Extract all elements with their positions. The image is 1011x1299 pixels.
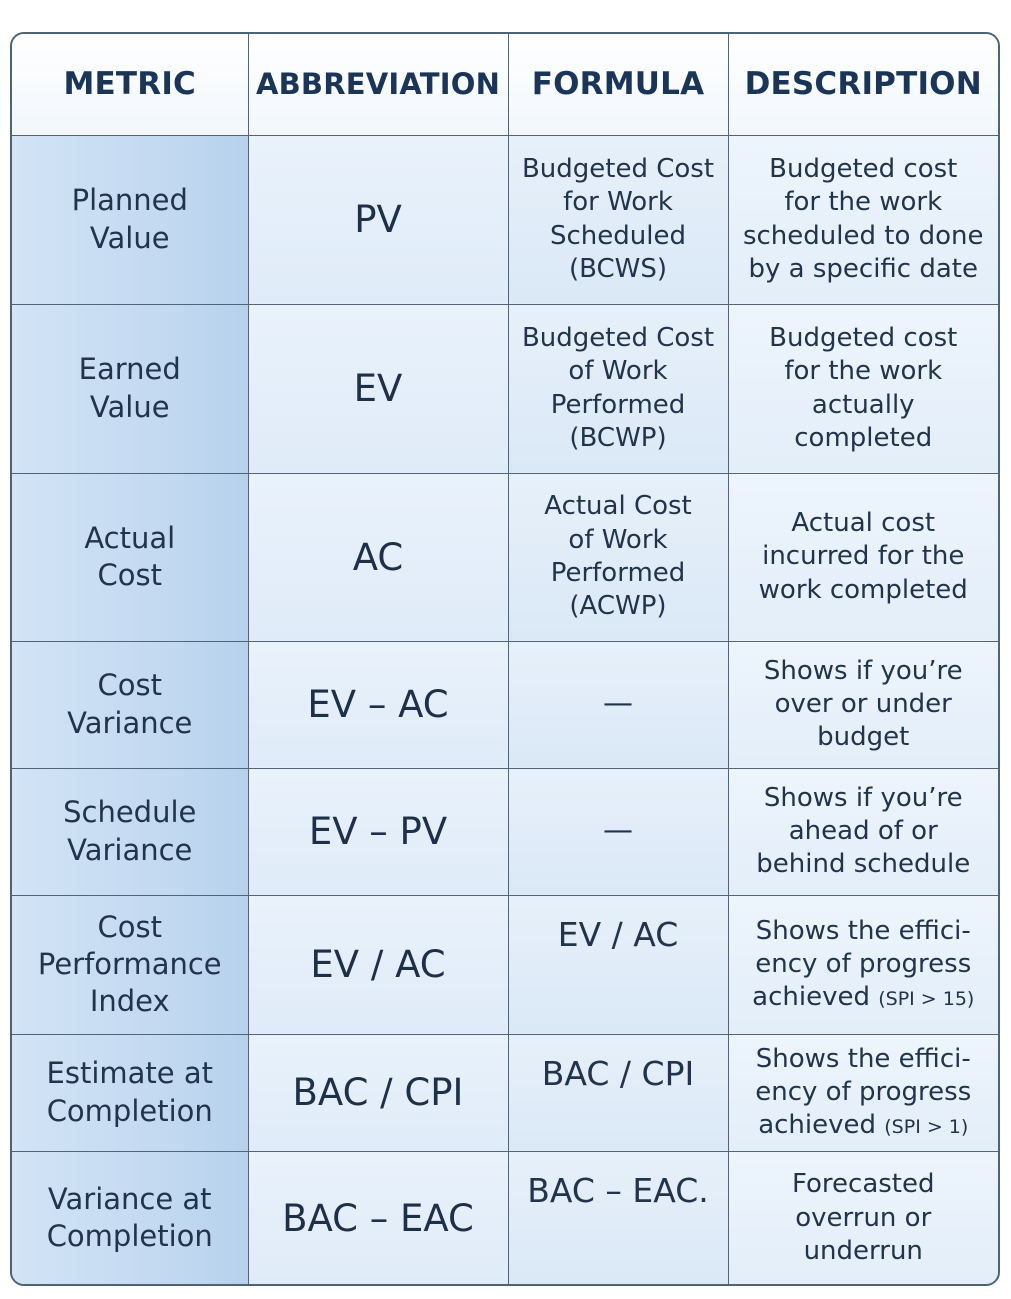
formula-line: (BCWS) xyxy=(568,253,668,284)
metric-cell xyxy=(12,135,248,304)
description-line: scheduled to done xyxy=(742,220,984,251)
metric-line: Variance xyxy=(67,832,193,867)
description-line: underrun xyxy=(803,1235,923,1266)
table-row xyxy=(12,1151,998,1285)
description-line: incurred for the xyxy=(762,541,965,572)
description-line: over or under xyxy=(774,688,952,719)
metric-line: Schedule xyxy=(63,795,197,830)
description-line: ahead of or xyxy=(788,815,938,846)
description-line xyxy=(733,981,995,1014)
formula-line: (BCWP) xyxy=(569,422,667,453)
description-cell xyxy=(728,895,998,1034)
description-line: Shows the effici- xyxy=(755,1043,971,1074)
formula-line: — xyxy=(603,686,633,722)
formula-cell xyxy=(508,473,728,641)
formula-line: Scheduled xyxy=(550,220,686,251)
formula-line: — xyxy=(603,813,633,849)
description-cell xyxy=(728,135,998,304)
table-row xyxy=(12,304,998,473)
formula-line: of Work xyxy=(568,356,668,387)
header-description: DESCRIPTION xyxy=(728,34,998,135)
description-line: actually xyxy=(811,389,915,420)
formula-line: Budgeted Cost xyxy=(521,153,715,184)
metric-line: Actual xyxy=(84,520,176,555)
formula-cell xyxy=(508,895,728,1034)
metric-cell xyxy=(12,768,248,895)
metric-cell xyxy=(12,473,248,641)
table-row xyxy=(12,473,998,641)
description-line: overrun or xyxy=(795,1202,932,1233)
metric-line: Variance xyxy=(67,705,193,740)
metric-line: Planned xyxy=(71,183,188,218)
table-row xyxy=(12,895,998,1034)
metric-line: Cost xyxy=(97,558,162,592)
description-line: Budgeted cost xyxy=(769,322,958,353)
description-note: (SPI > 1) xyxy=(884,1116,969,1139)
metric-line: Value xyxy=(89,220,170,255)
formula-line: of Work xyxy=(568,524,668,555)
description-line: Forecasted xyxy=(791,1169,935,1200)
description-line xyxy=(733,1109,995,1142)
abbreviation-cell: EV – AC xyxy=(248,641,508,768)
formula-cell xyxy=(508,304,728,473)
formula-line: Budgeted Cost xyxy=(521,322,715,353)
description-cell xyxy=(728,304,998,473)
formula-line: EV / AC xyxy=(557,914,679,954)
description-line: Actual cost xyxy=(791,508,936,539)
description-line: work completed xyxy=(758,574,968,605)
formula-cell xyxy=(508,641,728,768)
formula-line: Performed xyxy=(550,389,686,420)
formula-cell xyxy=(508,1034,728,1151)
description-cell xyxy=(728,1034,998,1151)
table-row xyxy=(12,768,998,895)
evm-metrics-table xyxy=(10,32,1000,1286)
formula-cell xyxy=(508,135,728,304)
metric-line: Index xyxy=(89,984,170,1019)
formula-line: for Work xyxy=(563,187,673,218)
description-text: achieved xyxy=(752,982,870,1013)
metric-line: Completion xyxy=(46,1093,213,1128)
formula-cell xyxy=(508,1151,728,1285)
metric-line: Cost xyxy=(97,909,162,944)
description-text: achieved xyxy=(758,1110,876,1141)
description-line: for the work xyxy=(784,187,943,218)
formula-line: Performed xyxy=(550,558,686,588)
header-row xyxy=(12,34,998,135)
description-line: by a specific date xyxy=(748,253,978,284)
header-formula: FORMULA xyxy=(508,34,728,135)
metrics-table-grid xyxy=(12,34,998,1285)
abbreviation-cell: BAC / CPI xyxy=(248,1034,508,1151)
description-line: for the work xyxy=(784,356,943,387)
description-line: behind schedule xyxy=(756,849,971,880)
abbreviation-cell: BAC – EAC xyxy=(248,1151,508,1285)
metric-line: Cost xyxy=(97,668,162,703)
description-cell xyxy=(728,473,998,641)
table-row xyxy=(12,135,998,304)
metric-line: Variance at xyxy=(47,1182,212,1217)
abbreviation-cell: EV – PV xyxy=(248,768,508,895)
header-metric: METRIC xyxy=(12,34,248,135)
description-line: Shows if you’re xyxy=(763,782,963,813)
formula-line: Actual Cost xyxy=(544,491,692,522)
formula-line: BAC – EAC. xyxy=(527,1170,709,1210)
header-abbreviation: ABBREVIATION xyxy=(248,34,508,135)
description-line: Shows if you’re xyxy=(763,655,963,686)
description-line: ency of progress xyxy=(755,948,972,979)
description-line: Budgeted cost xyxy=(769,153,958,184)
metric-cell xyxy=(12,1034,248,1151)
description-cell xyxy=(728,1151,998,1285)
table-row xyxy=(12,1034,998,1151)
metric-cell xyxy=(12,641,248,768)
metric-cell xyxy=(12,895,248,1034)
description-line: budget xyxy=(817,722,910,753)
abbreviation-cell: EV xyxy=(248,304,508,473)
description-line: Shows the effici- xyxy=(755,915,971,946)
description-note: (SPI > 15) xyxy=(878,988,975,1011)
description-line: completed xyxy=(794,422,933,453)
abbreviation-cell: EV / AC xyxy=(248,895,508,1034)
formula-line: (ACWP) xyxy=(569,591,667,622)
description-cell xyxy=(728,641,998,768)
metric-line: Performance xyxy=(37,946,222,981)
abbreviation-cell: PV xyxy=(248,135,508,304)
metric-cell xyxy=(12,304,248,473)
metric-line: Value xyxy=(89,389,170,424)
metric-line: Earned xyxy=(78,352,181,387)
metric-line: Completion xyxy=(46,1219,213,1254)
metric-line: Estimate at xyxy=(46,1056,213,1091)
metric-cell xyxy=(12,1151,248,1285)
formula-cell xyxy=(508,768,728,895)
description-cell xyxy=(728,768,998,895)
abbreviation-cell: AC xyxy=(248,473,508,641)
description-line: ency of progress xyxy=(755,1076,972,1107)
formula-line: BAC / CPI xyxy=(541,1053,695,1093)
table-row xyxy=(12,641,998,768)
